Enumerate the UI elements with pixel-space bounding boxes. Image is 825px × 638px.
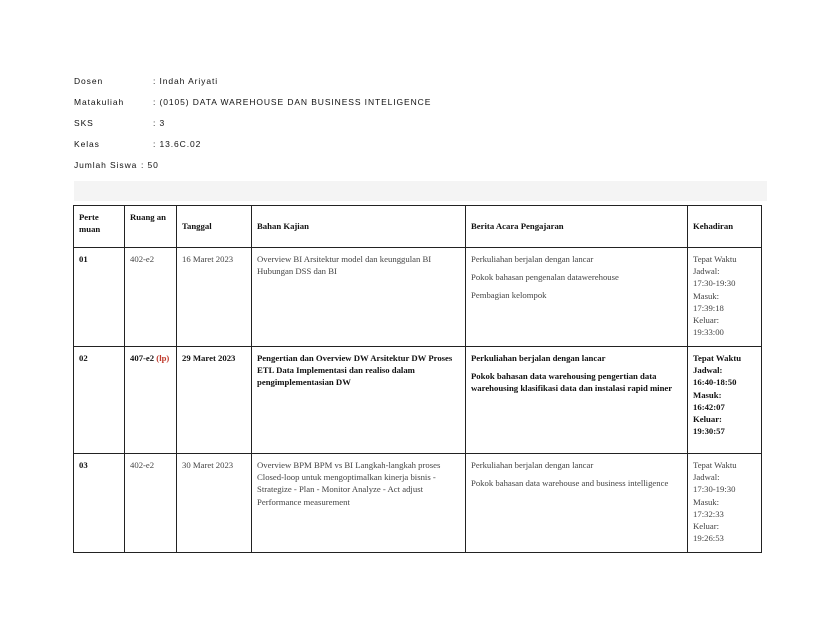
kehadiran-jadwal-label: Jadwal: [693,365,723,376]
kehadiran-jadwal-label: Jadwal: [693,472,720,483]
bahan-kajian-cell: Overview BPM BPM vs BI Langkah-langkah proses Closed-loop untuk mengoptimalkan kinerja bisnis - Strategize - Plan - Monitor Analyze - Act adjust Performance measurement [252,454,466,553]
header-berita-acara: Berita Acara Pengajaran [466,206,688,248]
tanggal-cell: 30 Maret 2023 [177,454,252,553]
jumlah-siswa-value: : 50 [141,160,159,170]
ruangan-text: 402-e2 [130,254,155,264]
berita-line: Pembagian kelompok [471,290,547,301]
pertemuan-cell: 03 [74,454,125,553]
berita-acara-cell [466,454,688,553]
kehadiran-keluar-value: 19:30:57 [693,426,725,437]
table-row [74,454,762,553]
schedule-table [73,205,762,553]
pertemuan-cell: 01 [74,248,125,347]
sks-label: SKS [74,118,94,128]
berita-line: Perkuliahan berjalan dengan lancar [471,353,606,363]
kehadiran-keluar-value: 19:33:00 [693,327,724,338]
kehadiran-masuk-value: 17:32:33 [693,508,724,519]
kehadiran-masuk-label: Masuk: [693,496,720,507]
bahan-kajian-cell: Pengertian dan Overview DW Arsitektur DW Proses ETL Data Implementasi dan realiso dalam pengimplementasian DW [252,347,466,454]
kehadiran-masuk-label: Masuk: [693,290,720,301]
header-pertemuan: Perte muan [74,206,125,248]
kehadiran-masuk-value: 16:42:07 [693,401,725,412]
berita-acara-cell [466,248,688,347]
kehadiran-masuk-value: 17:39:18 [693,302,724,313]
header-ruangan: Ruang an [125,206,177,248]
kehadiran-cell [688,347,762,454]
berita-acara-cell [466,347,688,454]
kehadiran-jadwal-value: 16:40-18:50 [693,377,737,388]
ruangan-cell [125,248,177,347]
ruangan-cell [125,347,177,454]
dosen-value: : Indah Ariyati [153,76,219,86]
header-kehadiran: Kehadiran [688,206,762,248]
kehadiran-keluar-label: Keluar: [693,315,720,326]
pertemuan-cell: 02 [74,347,125,454]
header-tanggal: Tanggal [177,206,252,248]
ruangan-tag: (lp) [156,353,170,363]
jumlah-siswa-label: Jumlah Siswa [74,160,138,170]
header-bahan-kajian: Bahan Kajian [252,206,466,248]
tanggal-cell: 16 Maret 2023 [177,248,252,347]
kehadiran-keluar-label: Keluar: [693,521,720,532]
kelas-value: : 13.6C.02 [153,139,202,149]
ruangan-text: 407-e2 [130,353,155,363]
kelas-label: Kelas [74,139,100,149]
matakuliah-value: : (0105) DATA WAREHOUSE DAN BUSINESS INTELIGENCE [153,97,432,107]
kehadiran-cell [688,454,762,553]
ruangan-cell [125,454,177,553]
kehadiran-status: Tepat Waktu [693,254,737,264]
berita-line: Pokok bahasan data warehouse and business intelligence [471,478,669,489]
dosen-label: Dosen [74,76,104,86]
kehadiran-jadwal-value: 17:30-19:30 [693,278,736,289]
table-row [74,347,762,454]
kehadiran-jadwal-label: Jadwal: [693,266,720,277]
kehadiran-keluar-value: 19:26:53 [693,533,724,544]
kehadiran-cell [688,248,762,347]
kehadiran-jadwal-value: 17:30-19:30 [693,484,736,495]
kehadiran-status: Tepat Waktu [693,353,742,363]
berita-line: Perkuliahan berjalan dengan lancar [471,254,594,264]
bahan-kajian-cell: Overview BI Arsitektur model dan keunggulan BI Hubungan DSS dan BI [252,248,466,347]
header-band [74,181,767,201]
kehadiran-masuk-label: Masuk: [693,389,722,400]
kehadiran-status: Tepat Waktu [693,460,737,470]
table-header-row [74,206,762,248]
berita-line: Pokok bahasan data warehousing pengertian data warehousing klasifikasi data dan instalasi rapid miner [471,371,673,394]
table-row [74,248,762,347]
matakuliah-label: Matakuliah [74,97,125,107]
ruangan-text: 402-e2 [130,460,155,470]
kehadiran-keluar-label: Keluar: [693,414,722,425]
sks-value: : 3 [153,118,166,128]
berita-line: Perkuliahan berjalan dengan lancar [471,460,594,470]
tanggal-cell: 29 Maret 2023 [177,347,252,454]
berita-line: Pokok bahasan pengenalan datawerehouse [471,272,619,283]
